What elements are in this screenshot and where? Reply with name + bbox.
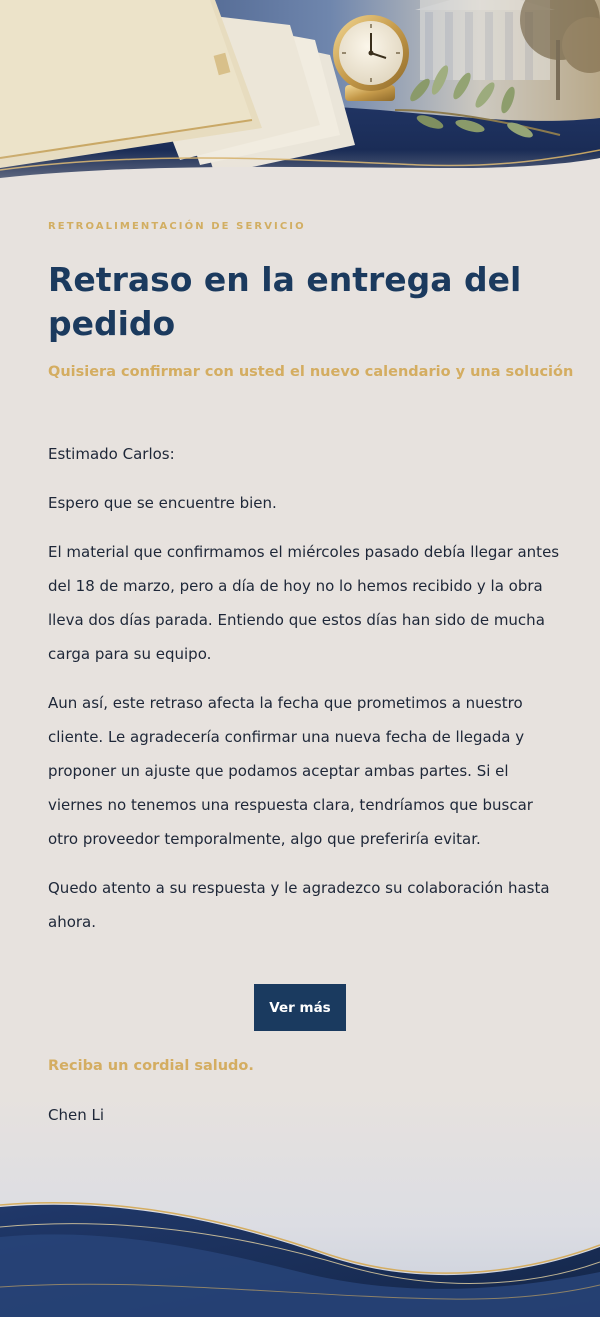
eyebrow-label: RETROALIMENTACIÓN DE SERVICIO [48,221,306,232]
message-paragraph: Aun así, este retraso afecta la fecha que prometimos a nuestro cliente. Le agradecería confirmar una nueva fecha de llegada y proponer un ajuste que podamos aceptar ambas partes. Si el viernes no tenemos una respuesta clara, tendríamos que buscar otro proveedor temporalmente, algo que preferiría evitar. [48,694,533,848]
message-paragraph: Espero que se encuentre bien. [48,494,277,512]
page-title: Retraso en la entrega del pedido [48,260,522,343]
message-paragraph: El material que confirmamos el miércoles pasado debía llegar antes del 18 de marzo, pero a día de hoy no lo hemos recibido y la obra lleva dos días parada. Entiendo que estos días han sido de mucha carga para su equipo. [48,543,560,663]
see-more-button[interactable]: Ver más [254,984,346,1031]
message-paragraph: Quedo atento a su respuesta y le agradezco su colaboración hasta ahora. [48,879,550,931]
message-body [48,437,560,954]
signature: Chen Li [48,1106,105,1124]
closing-line: Reciba un cordial saludo. [48,1058,254,1074]
hero-illustration [0,0,600,200]
greeting: Estimado Carlos: [48,445,175,463]
subtitle: Quisiera confirmar con usted el nuevo calendario y una solución [48,364,574,380]
